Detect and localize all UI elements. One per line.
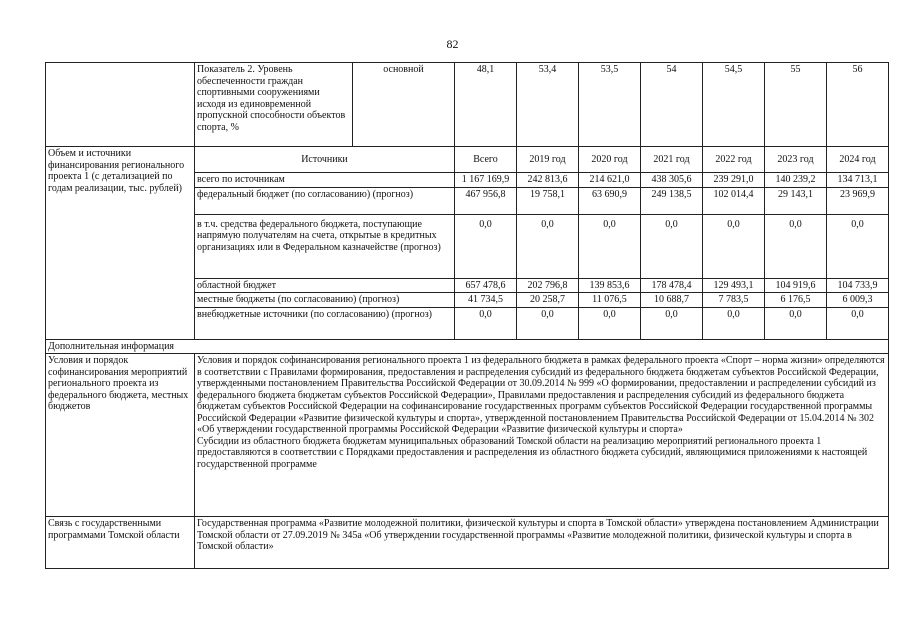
- funding-value: 41 734,5: [455, 293, 517, 308]
- section-heading: Дополнительная информация: [46, 339, 889, 354]
- conditions-row: [46, 354, 889, 517]
- funding-value: 178 478,4: [641, 278, 703, 293]
- funding-value: 0,0: [641, 307, 703, 339]
- funding-value: 134 713,1: [827, 173, 889, 188]
- funding-value: 23 969,9: [827, 187, 889, 214]
- funding-value: 0,0: [579, 214, 641, 278]
- funding-value: 214 621,0: [579, 173, 641, 188]
- funding-value: 0,0: [765, 214, 827, 278]
- indicator-value: 53,4: [517, 63, 579, 147]
- funding-value: 104 733,9: [827, 278, 889, 293]
- conditions-text: [195, 354, 889, 517]
- additional-info-row: [46, 339, 889, 354]
- funding-value: 104 919,6: [765, 278, 827, 293]
- funding-value: 19 758,1: [517, 187, 579, 214]
- funding-source: в т.ч. средства федерального бюджета, поступающие напрямую получателям на счета, открытые в кредитных организациях или в Федеральном казначействе (прогноз): [195, 214, 455, 278]
- conditions-paragraph: Условия и порядок софинансирования регионального проекта 1 из федерального бюджета в рамках федерального проекта «Спорт – норма жизни» определяются в соответствии с Правилами формирования, предоставления и распределения субсидий из федерального бюджета бюджетам субъектов Российской Федерации, утвержденными постановлением Правительства Российской Федерации от 30.09.2014 № 999 «О формировании, предоставлении и распределении субсидий из федерального бюджета бюджетам субъектов Российской Федерации», Правилами предоставления и распределения субсидий из федерального бюджета бюджетам субъектов Российской Федерации на софинансирование государственных программ субъектов Российской Федерации государственной программы Российской Федерации «Развитие физической культуры и спорта», утвержденной постановлением Правительства Российской Федерации от 15.04.2014 № 302 «Об утверждении государственной программы Российской Федерации «Развитие физической культуры и спорта»: [197, 355, 885, 435]
- indicator-value: 53,5: [579, 63, 641, 147]
- funding-value: 0,0: [517, 214, 579, 278]
- funding-header-row: [46, 147, 889, 173]
- year-header: Всего: [455, 147, 517, 173]
- funding-source: внебюджетные источники (по согласованию) (прогноз): [195, 307, 455, 339]
- link-label: Связь с государственными программами Томской области: [46, 517, 195, 569]
- funding-value: 7 783,5: [703, 293, 765, 308]
- funding-value: 11 076,5: [579, 293, 641, 308]
- indicator-type: основной: [353, 63, 455, 147]
- funding-value: 0,0: [517, 307, 579, 339]
- year-header: 2022 год: [703, 147, 765, 173]
- conditions-label: Условия и порядок софинансирования мероприятий регионального проекта из федерального бюджета, местных бюджетов: [46, 354, 195, 517]
- empty-cell: [46, 63, 195, 147]
- sources-header: Источники: [195, 147, 455, 173]
- indicator-value: 48,1: [455, 63, 517, 147]
- year-header: 2019 год: [517, 147, 579, 173]
- indicator-value: 54: [641, 63, 703, 147]
- indicator-value: 54,5: [703, 63, 765, 147]
- funding-value: 139 853,6: [579, 278, 641, 293]
- page-number: 82: [446, 37, 459, 51]
- funding-value: 0,0: [703, 214, 765, 278]
- funding-value: 0,0: [641, 214, 703, 278]
- funding-value: 657 478,6: [455, 278, 517, 293]
- funding-value: 0,0: [455, 307, 517, 339]
- funding-label: Объем и источники финансирования регионального проекта 1 (с детализацией по годам реализации, тыс. рублей): [46, 147, 195, 340]
- funding-value: 140 239,2: [765, 173, 827, 188]
- funding-source: областной бюджет: [195, 278, 455, 293]
- funding-value: 239 291,0: [703, 173, 765, 188]
- indicator-value: 55: [765, 63, 827, 147]
- project-passport-table: [45, 62, 889, 569]
- funding-value: 6 176,5: [765, 293, 827, 308]
- year-header: 2023 год: [765, 147, 827, 173]
- funding-value: 63 690,9: [579, 187, 641, 214]
- funding-source: местные бюджеты (по согласованию) (прогноз): [195, 293, 455, 308]
- funding-value: 0,0: [455, 214, 517, 278]
- indicator-row: [46, 63, 889, 147]
- funding-value: 6 009,3: [827, 293, 889, 308]
- funding-value: 467 956,8: [455, 187, 517, 214]
- funding-value: 29 143,1: [765, 187, 827, 214]
- funding-value: 0,0: [765, 307, 827, 339]
- funding-value: 20 258,7: [517, 293, 579, 308]
- funding-value: 202 796,8: [517, 278, 579, 293]
- year-header: 2020 год: [579, 147, 641, 173]
- conditions-paragraph: Субсидии из областного бюджета бюджетам муниципальных образований Томской области на реализацию мероприятий регионального проекта 1 предоставляются в соответствии с Порядками предоставления и распределения из областного бюджета субсидий, являющимися приложениями к настоящей государственной программе: [197, 435, 868, 470]
- funding-value: 438 305,6: [641, 173, 703, 188]
- funding-value: 1 167 169,9: [455, 173, 517, 188]
- funding-source: федеральный бюджет (по согласованию) (прогноз): [195, 187, 455, 214]
- link-row: [46, 517, 889, 569]
- funding-source: всего по источникам: [195, 173, 455, 188]
- funding-value: 10 688,7: [641, 293, 703, 308]
- funding-value: 0,0: [827, 214, 889, 278]
- funding-value: 102 014,4: [703, 187, 765, 214]
- indicator-value: 56: [827, 63, 889, 147]
- year-header: 2024 год: [827, 147, 889, 173]
- funding-value: 242 813,6: [517, 173, 579, 188]
- funding-value: 0,0: [579, 307, 641, 339]
- funding-value: 129 493,1: [703, 278, 765, 293]
- funding-value: 249 138,5: [641, 187, 703, 214]
- year-header: 2021 год: [641, 147, 703, 173]
- funding-value: 0,0: [703, 307, 765, 339]
- link-text: Государственная программа «Развитие молодежной политики, физической культуры и спорта в Томской области» утверждена постановлением Администрации Томской области от 27.09.2019 № 345а «Об утверждении государственной программы «Развитие молодежной политики, физической культуры и спорта в Томской области»: [195, 517, 889, 569]
- funding-value: 0,0: [827, 307, 889, 339]
- indicator-name: Показатель 2. Уровень обеспеченности граждан спортивными сооружениями исходя из единовременной пропускной способности объектов спорта, %: [195, 63, 353, 147]
